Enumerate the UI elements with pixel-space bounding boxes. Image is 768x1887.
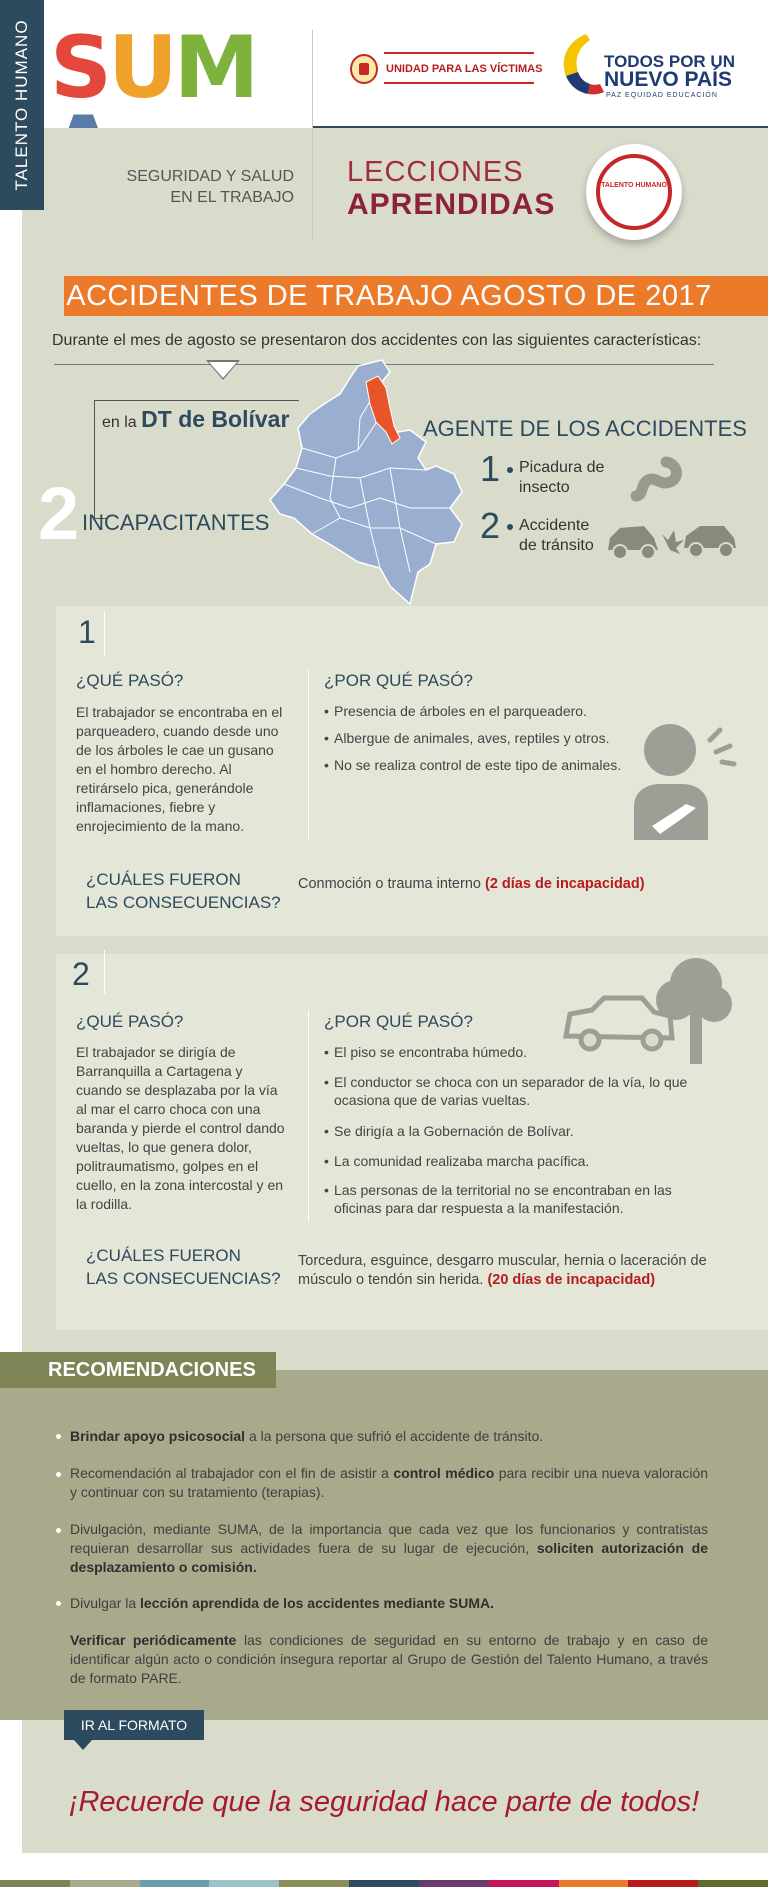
person-injured-icon [630,716,740,840]
recommendation-item [70,1464,708,1502]
case-2-cons-text: Torcedura, esguince, desgarro muscular, hernia o laceración de músculo o tendón sin herida. [298,1253,707,1288]
rec-final-text: las condiciones de seguridad en su entorno de trabajo y en caso de identificar algún acto o condición insegura reportar al Grupo de Gestión del Talento Humano, a través de formato PARE. [70,1632,708,1686]
location-prefix: en la [102,414,137,431]
case-2-why-title: ¿POR QUÉ PASÓ? [324,1012,473,1031]
recommendation-item [70,1520,708,1577]
side-tab [0,0,44,210]
subtitle: SEGURIDAD Y SALUD EN EL TRABAJO [126,168,294,206]
rec-bullet [56,1528,61,1533]
agent-2-dot [507,524,513,530]
aprendidas-title: APRENDIDAS [347,188,556,221]
car-crash-icon [604,514,738,562]
case-1-number-divider [104,612,105,656]
strip-segment [70,1880,140,1887]
talento-humano-badge [586,144,682,240]
intro-pointer-inner [209,362,237,378]
case-2-why-item: • Se dirigía a la Gobernación de Bolívar. [324,1122,714,1140]
strip-segment [419,1880,489,1887]
case-2-what-text: El trabajador se dirigía de Barranquilla a Cartagena y cuando se desplazaba por la vía al mar el carro choca con una baranda y pierde el control dando vueltas, lo que genera dolor, politraumatismo, golpes en el cuello, en la zona intercostal y en la rodilla. [76,1044,285,1212]
slogan: ¡Recuerde que la seguridad hace parte de todos! [68,1786,700,1818]
case-1-cons-title-line1: ¿CUÁLES FUERON [86,870,241,889]
suma-letter-u: U [107,18,174,118]
case-1-why-title: ¿POR QUÉ PASÓ? [324,671,473,690]
footer-color-strip [0,1880,768,1887]
colombia-seal-icon [350,54,378,84]
agent-title: AGENTE DE LOS ACCIDENTES [423,416,747,441]
strip-segment [0,1880,70,1887]
rec-1-text: a la persona que sufrió el accidente de tránsito. [245,1428,544,1444]
colombia-flag-icon [556,32,604,102]
case-2-number-divider [104,950,105,994]
suma-letter-s: S [50,18,108,118]
case-2-consequences-title [86,1244,281,1290]
strip-segment [698,1880,768,1887]
car-tree-icon [558,944,738,1064]
agent-2-label: Accidente de tránsito [519,517,594,554]
case-1-what-title: ¿QUÉ PASÓ? [76,671,184,690]
strip-segment [628,1880,698,1887]
rec-bullet [56,1434,61,1439]
case-2-number: 2 [72,956,90,992]
lecciones-title: LECCIONES [347,156,524,188]
case-1-incapacity: (2 días de incapacidad) [485,876,645,892]
rec-bullet [56,1601,61,1606]
button-pointer [74,1740,92,1750]
title-bar [64,276,768,316]
rec-4-text: Divulgar la [70,1595,141,1611]
case-1-consequences-text [298,875,718,894]
case-1-number: 1 [78,614,96,650]
rec-final-bold: Verificar periódicamente [70,1632,237,1648]
agent-2-number: 2 [480,505,501,546]
strip-segment [489,1880,559,1887]
worm-icon [626,452,682,508]
strip-segment [559,1880,629,1887]
todos-por-un-text: TODOS POR UN [604,52,735,71]
unidad-victimas-logo [350,52,543,88]
rec-2-bold: control médico [393,1465,495,1481]
strip-segment [209,1880,279,1887]
intro-text: Durante el mes de agosto se presentaron dos accidentes con las siguientes características: [52,332,702,349]
case-2-what-title: ¿QUÉ PASÓ? [76,1012,184,1031]
rec-bullet [56,1472,61,1477]
tagline-text: PAZ EQUIDAD EDUCACIÓN [606,92,718,99]
header [0,0,768,128]
case-1-why-item: • Presencia de árboles en el parqueadero. [324,702,654,720]
case-2-consequences-text [298,1252,718,1290]
colombia-shape [270,360,462,604]
agent-1-dot [507,467,513,473]
bracket-line [94,400,95,518]
nuevo-pais-text: NUEVO PAÍS [604,68,732,91]
case-1-why-item: • No se realiza control de este tipo de animales. [324,756,654,774]
uv-line-bottom [384,82,534,84]
case-2-why-item: • Las personas de la territorial no se encontraban en las oficinas para dar respuesta a la manifestación. [324,1181,714,1217]
case-2-why-item: • El piso se encontraba húmedo. [324,1043,564,1061]
uv-text: UNIDAD PARA LAS VÍCTIMAS [386,63,543,75]
rec-4-bold: lección aprendida de los accidentes mediante SUMA. [140,1595,495,1611]
incapacitantes-count: 2 [38,472,80,555]
side-tab-label: TALENTO HUMANO [12,19,31,191]
badge-ring [596,154,672,230]
header-divider [312,30,313,240]
case-1-column-divider [308,670,309,840]
recommendation-item [70,1427,708,1446]
case-2-why-item: • El conductor se choca con un separador de la vía, lo que ocasiona que de varias vueltas. [324,1073,714,1109]
case-2-cons-title-line1: ¿CUÁLES FUERON [86,1246,241,1265]
case-1-what-text: El trabajador se encontraba en el parqueadero, cuando desde uno de los árboles le cae un gusano en el hombro derecho. Al retirárselo pica, generándole inflamaciones, fiebre y enrojecimiento de la mano. [76,704,283,834]
recommendations-title: RECOMENDACIONES [48,1359,256,1381]
todos-por-un-nuevo-pais-logo [556,32,756,104]
location-label [102,406,289,433]
rec-3-bold: soliciten autorización de desplazamiento o comisión. [70,1540,708,1575]
recommendations-tab [0,1352,276,1388]
case-1-consequences-title [86,868,281,914]
case-1-cons-text: Conmoción o trauma interno [298,876,481,892]
agent-1-number: 1 [480,448,501,489]
location-name: DT de Bolívar [141,406,290,432]
rec-2-text-end: para recibir una nueva valoración y continuar con su tratamiento (terapias). [70,1465,708,1500]
page-title: ACCIDENTES DE TRABAJO AGOSTO DE 2017 [66,280,712,312]
case-2-why-item: • La comunidad realizaba marcha pacífica. [324,1152,714,1170]
ir-al-formato-button[interactable]: IR AL FORMATO [64,1710,204,1740]
case-2-column-divider [308,1010,309,1222]
case-2-incapacity: (20 días de incapacidad) [487,1272,656,1288]
case-2-cons-title-line2: LAS CONSECUENCIAS? [86,1269,281,1288]
strip-segment [349,1880,419,1887]
incapacitantes-label: INCAPACITANTES [82,510,270,535]
strip-segment [279,1880,349,1887]
suma-logo [50,18,310,118]
rec-2-text: Recomendación al trabajador con el fin de asistir a [70,1465,394,1481]
case-1-cons-title-line2: LAS CONSECUENCIAS? [86,893,281,912]
case-1-why-item: • Albergue de animales, aves, reptiles y otros. [324,729,654,747]
badge-text: TALENTO HUMANO [601,182,667,189]
recommendation-final [70,1631,708,1688]
bolivar-connector [94,400,299,401]
colombia-map [240,358,480,608]
uv-line-top [384,52,534,54]
rec-3-text: Divulgación, mediante SUMA, de la importancia que cada vez que los funcionarios y contratistas requieran desarrollar sus actividades fuera de su lugar de ejecución, [70,1521,708,1556]
suma-letter-m: M [173,18,256,118]
rec-1-bold: Brindar apoyo psicosocial [70,1428,246,1444]
recommendation-item [70,1594,708,1613]
agent-1-label: Picadura de insecto [519,459,605,496]
strip-segment [140,1880,210,1887]
